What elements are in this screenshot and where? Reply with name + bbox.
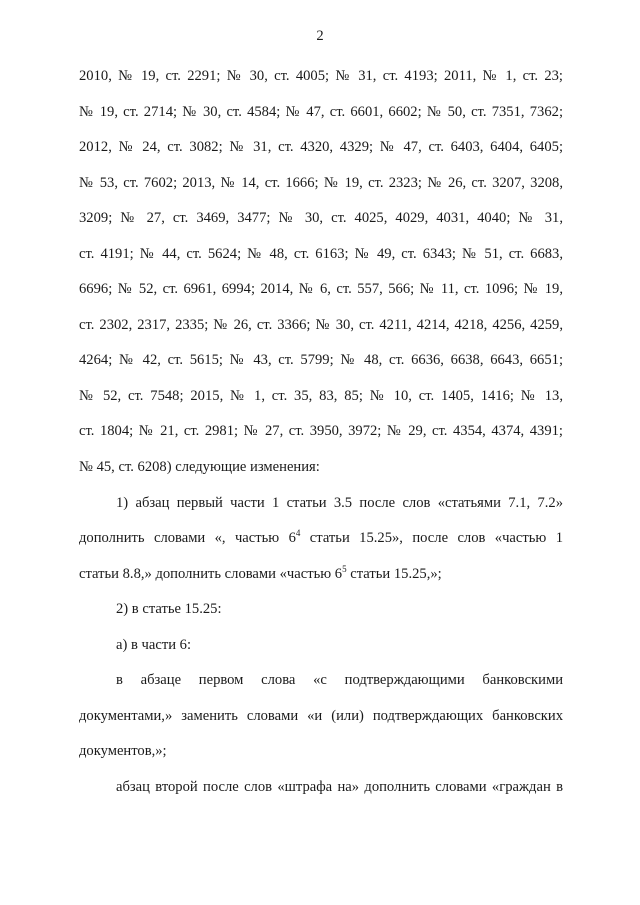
item1-line3-text: статьи 8.8,» дополнить словами «частью 6 — [79, 566, 343, 582]
text-line: 3209; № 27, ст. 3469, 3477; № 30, ст. 4025, 4029, 4031, 4040; № 31, — [79, 210, 563, 226]
paragraph-line: документами,» заменить словами «и (или) подтверждающих банковских — [79, 708, 563, 724]
item1-line2 — [79, 528, 563, 548]
paragraph-line: документов,»; — [79, 743, 167, 759]
item2a-heading: а) в части 6: — [116, 637, 192, 653]
item1-line3-text-end: статьи 15.25,»; — [346, 566, 442, 582]
text-line: № 52, ст. 7548; 2015, № 1, ст. 35, 83, 85; № 10, ст. 1405, 1416; № 13, — [79, 388, 563, 404]
text-line: № 19, ст. 2714; № 30, ст. 4584; № 47, ст. 6601, 6602; № 50, ст. 7351, 7362; — [79, 104, 563, 120]
text-line: 6696; № 52, ст. 6961, 6994; 2014, № 6, ст. 557, 566; № 11, ст. 1096; № 19, — [79, 281, 563, 297]
text-line: 2012, № 24, ст. 3082; № 31, ст. 4320, 4329; № 47, ст. 6403, 6404, 6405; — [79, 139, 563, 155]
paragraph-line: в абзаце первом слова «с подтверждающими банковскими — [116, 672, 563, 688]
paragraph-line: абзац второй после слов «штрафа на» дополнить словами «граждан в — [116, 779, 563, 795]
text-line: ст. 1804; № 21, ст. 2981; № 27, ст. 3950, 3972; № 29, ст. 4354, 4374, 4391; — [79, 423, 563, 439]
page-number: 2 — [316, 28, 324, 44]
text-line: № 53, ст. 7602; 2013, № 14, ст. 1666; № 19, ст. 2323; № 26, ст. 3207, 3208, — [79, 175, 563, 191]
item1-line1: 1) абзац первый части 1 статьи 3.5 после слов «статьями 7.1, 7.2» — [116, 495, 563, 511]
text-line: ст. 2302, 2317, 2335; № 26, ст. 3366; № 30, ст. 4211, 4214, 4218, 4256, 4259, — [79, 317, 563, 333]
text-line: № 45, ст. 6208) следующие изменения: — [79, 459, 320, 475]
item1-line2-text: дополнить словами «, частью 6 — [79, 530, 296, 546]
text-line: 4264; № 42, ст. 5615; № 43, ст. 5799; № 48, ст. 6636, 6638, 6643, 6651; — [79, 352, 563, 368]
superscript: 5 — [342, 564, 347, 574]
item1-line2-text-end: статьи 15.25», после слов «частью 1 — [300, 530, 563, 546]
item2-heading: 2) в статье 15.25: — [116, 601, 222, 617]
text-line: ст. 4191; № 44, ст. 5624; № 48, ст. 6163; № 49, ст. 6343; № 51, ст. 6683, — [79, 246, 563, 262]
item1-line3 — [79, 564, 563, 584]
text-line: 2010, № 19, ст. 2291; № 30, ст. 4005; № 31, ст. 4193; 2011, № 1, ст. 23; — [79, 68, 563, 84]
superscript: 4 — [295, 528, 301, 538]
